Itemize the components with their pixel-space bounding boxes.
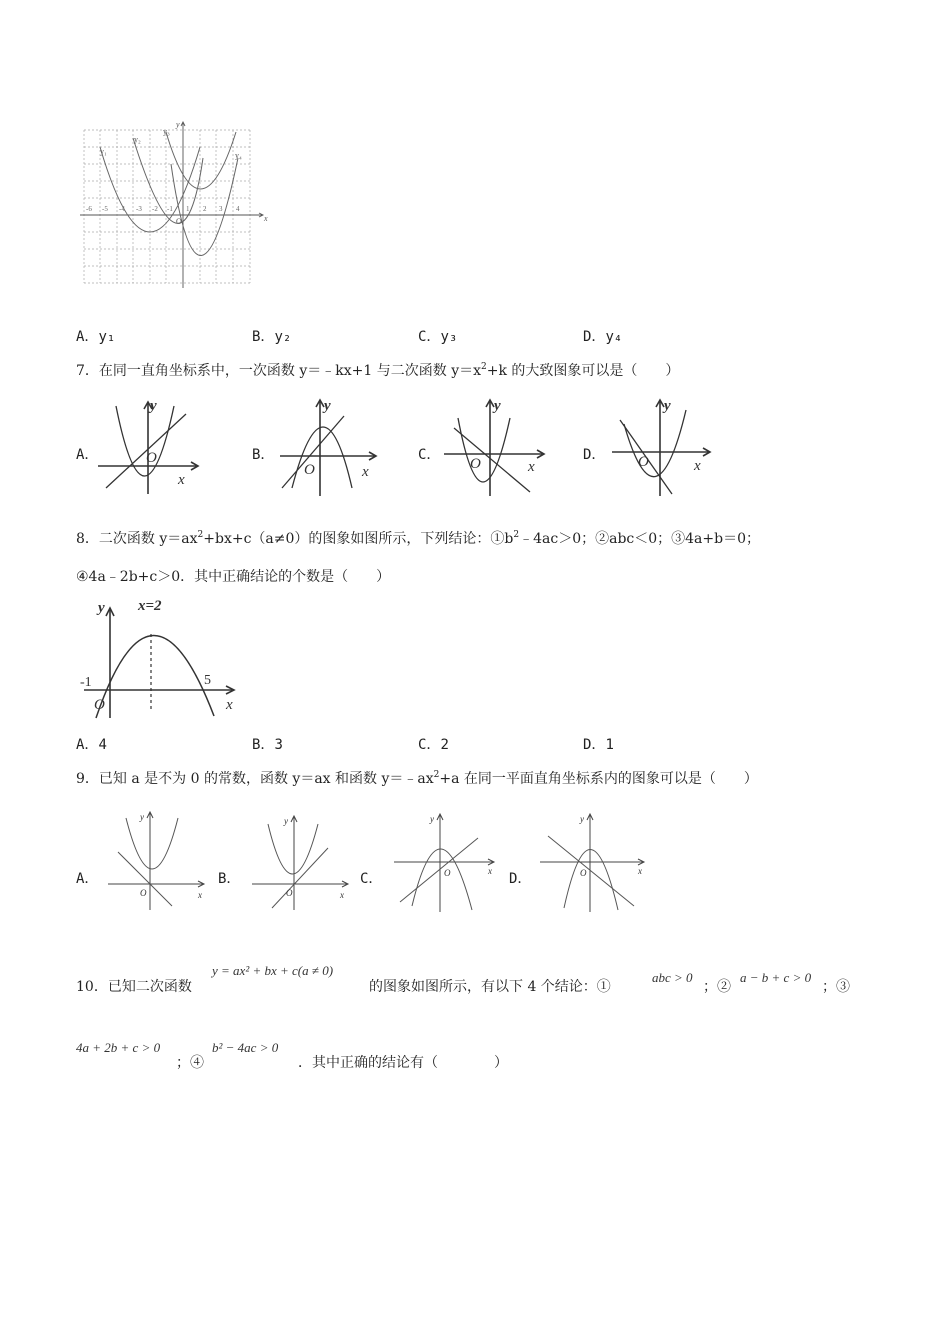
svg-text:x: x	[340, 890, 344, 900]
svg-text:O: O	[580, 868, 587, 878]
q7-option-a[interactable]: A．	[76, 447, 99, 463]
svg-text:-1: -1	[167, 205, 173, 213]
q6-graph	[78, 118, 273, 290]
q7-graph-a	[98, 396, 208, 496]
svg-text:3: 3	[219, 205, 223, 213]
svg-text:y: y	[150, 398, 157, 414]
svg-text:x: x	[638, 866, 642, 876]
svg-text:O: O	[286, 888, 293, 898]
q10-sep-3: ；④	[176, 1055, 204, 1071]
q6-option-c[interactable]: C．y₃	[418, 329, 458, 345]
q8-stem-line1: 8．二次函数 $y=ax^2+bx+c(a\ne 0)$的图象如图所示，下列结论：$①b^2﹣4ac>0$；②abc＜0；③4a+b＝0；	[76, 530, 761, 547]
svg-text:y: y	[494, 398, 501, 414]
q10-conclusion-2: a − b + c > 0	[740, 970, 812, 985]
svg-text:x: x	[198, 890, 202, 900]
q10-sep-1: ；②	[703, 979, 731, 995]
svg-text:y: y	[430, 814, 434, 824]
q9-graph-b	[246, 812, 356, 912]
q10-prefix: 10．已知二次函数	[76, 979, 192, 995]
q6-label-y3: y₃	[163, 127, 170, 136]
svg-text:y: y	[98, 600, 105, 616]
q10-conclusion-4: b² − 4ac > 0	[212, 1040, 279, 1055]
q7-option-d[interactable]: D．	[583, 447, 606, 463]
svg-text:-1: -1	[80, 675, 92, 690]
q6-label-y1: y₁	[100, 147, 107, 156]
q10-sep-2: ；③	[822, 979, 850, 995]
svg-text:-2: -2	[152, 205, 158, 213]
q10-conclusion-3: 4a + 2b + c > 0	[76, 1040, 161, 1055]
q7-option-b[interactable]: B．	[252, 447, 275, 463]
q6-label-y4: y₄	[235, 151, 242, 160]
svg-text:x: x	[694, 458, 701, 474]
svg-text:5: 5	[204, 673, 211, 688]
q9-graph-a	[100, 808, 210, 912]
q8-stem-line2: ④4a﹣2b+c＞0．其中正确结论的个数是（ ）	[76, 569, 391, 585]
q7-stem: 7．在同一直角坐标系中，一次函数 y＝﹣kx+1 与二次函数 $y=x^2+k$ 的大致图象可以是（ ）	[76, 362, 680, 379]
q6-y-axis-label: y	[176, 120, 180, 129]
svg-text:-4: -4	[119, 205, 125, 213]
q9-option-c[interactable]: C．	[360, 871, 383, 887]
svg-text:O: O	[470, 456, 481, 472]
svg-text:x: x	[488, 866, 492, 876]
q7-option-c[interactable]: C．	[418, 447, 441, 463]
svg-text:O: O	[140, 888, 147, 898]
svg-text:O: O	[146, 450, 157, 466]
q6-option-b[interactable]: B．y₂	[252, 329, 292, 345]
svg-text:y: y	[580, 814, 584, 824]
q7-graph-b	[274, 396, 384, 496]
q10-suffix: ．其中正确的结论有（ ）	[298, 1055, 508, 1071]
q9-stem: 9．已知 a 是不为 0 的常数，函数 y＝ax 和函数 $y=﹣ax^2+a$ 在同一平面直角坐标系内的图象可以是（ ）	[76, 770, 758, 787]
svg-text:O: O	[444, 868, 451, 878]
q9-option-b[interactable]: B．	[218, 871, 241, 887]
svg-text:O: O	[304, 462, 315, 478]
q6-label-y2: y₂	[134, 135, 141, 144]
q10-conclusion-1: abc > 0	[652, 970, 693, 985]
svg-text:x: x	[226, 697, 233, 713]
svg-text:x=2: x=2	[138, 598, 162, 614]
q7-graph-c	[440, 396, 550, 496]
svg-text:-3: -3	[136, 205, 142, 213]
q7-graph-d	[606, 396, 716, 496]
q6-x-axis-label: x	[264, 214, 268, 223]
svg-text:x: x	[178, 472, 185, 488]
svg-text:-5: -5	[102, 205, 108, 213]
svg-text:O: O	[94, 697, 105, 713]
svg-text:O: O	[638, 454, 649, 470]
svg-text:x: x	[528, 459, 535, 475]
svg-text:2: 2	[203, 205, 207, 213]
svg-text:y: y	[664, 398, 671, 414]
q8-option-b[interactable]: B．3	[252, 737, 283, 753]
q9-option-d[interactable]: D．	[509, 871, 532, 887]
q10-formula: y = ax² + bx + c(a ≠ 0)	[212, 963, 334, 978]
q8-option-d[interactable]: D．1	[583, 737, 614, 753]
q6-curve-y3	[166, 132, 236, 189]
q9-graph-d	[536, 810, 652, 914]
svg-text:y: y	[324, 398, 331, 414]
svg-text:x: x	[362, 464, 369, 480]
svg-text:1: 1	[186, 205, 190, 213]
q8-graph	[76, 594, 246, 720]
svg-text:y: y	[140, 812, 144, 822]
q9-graph-c	[390, 810, 502, 914]
svg-text:4: 4	[236, 205, 240, 213]
svg-text:-6: -6	[86, 205, 92, 213]
q9-option-a[interactable]: A．	[76, 871, 99, 887]
q6-origin-label: O	[176, 217, 182, 226]
q6-option-d[interactable]: D．y₄	[583, 329, 623, 345]
q6-option-a[interactable]: A．y₁	[76, 329, 116, 345]
q10-mid: 的图象如图所示，有以下 4 个结论：①	[369, 979, 611, 995]
q8-option-c[interactable]: C．2	[418, 737, 449, 753]
svg-text:y: y	[284, 816, 288, 826]
q8-option-a[interactable]: A．4	[76, 737, 107, 753]
